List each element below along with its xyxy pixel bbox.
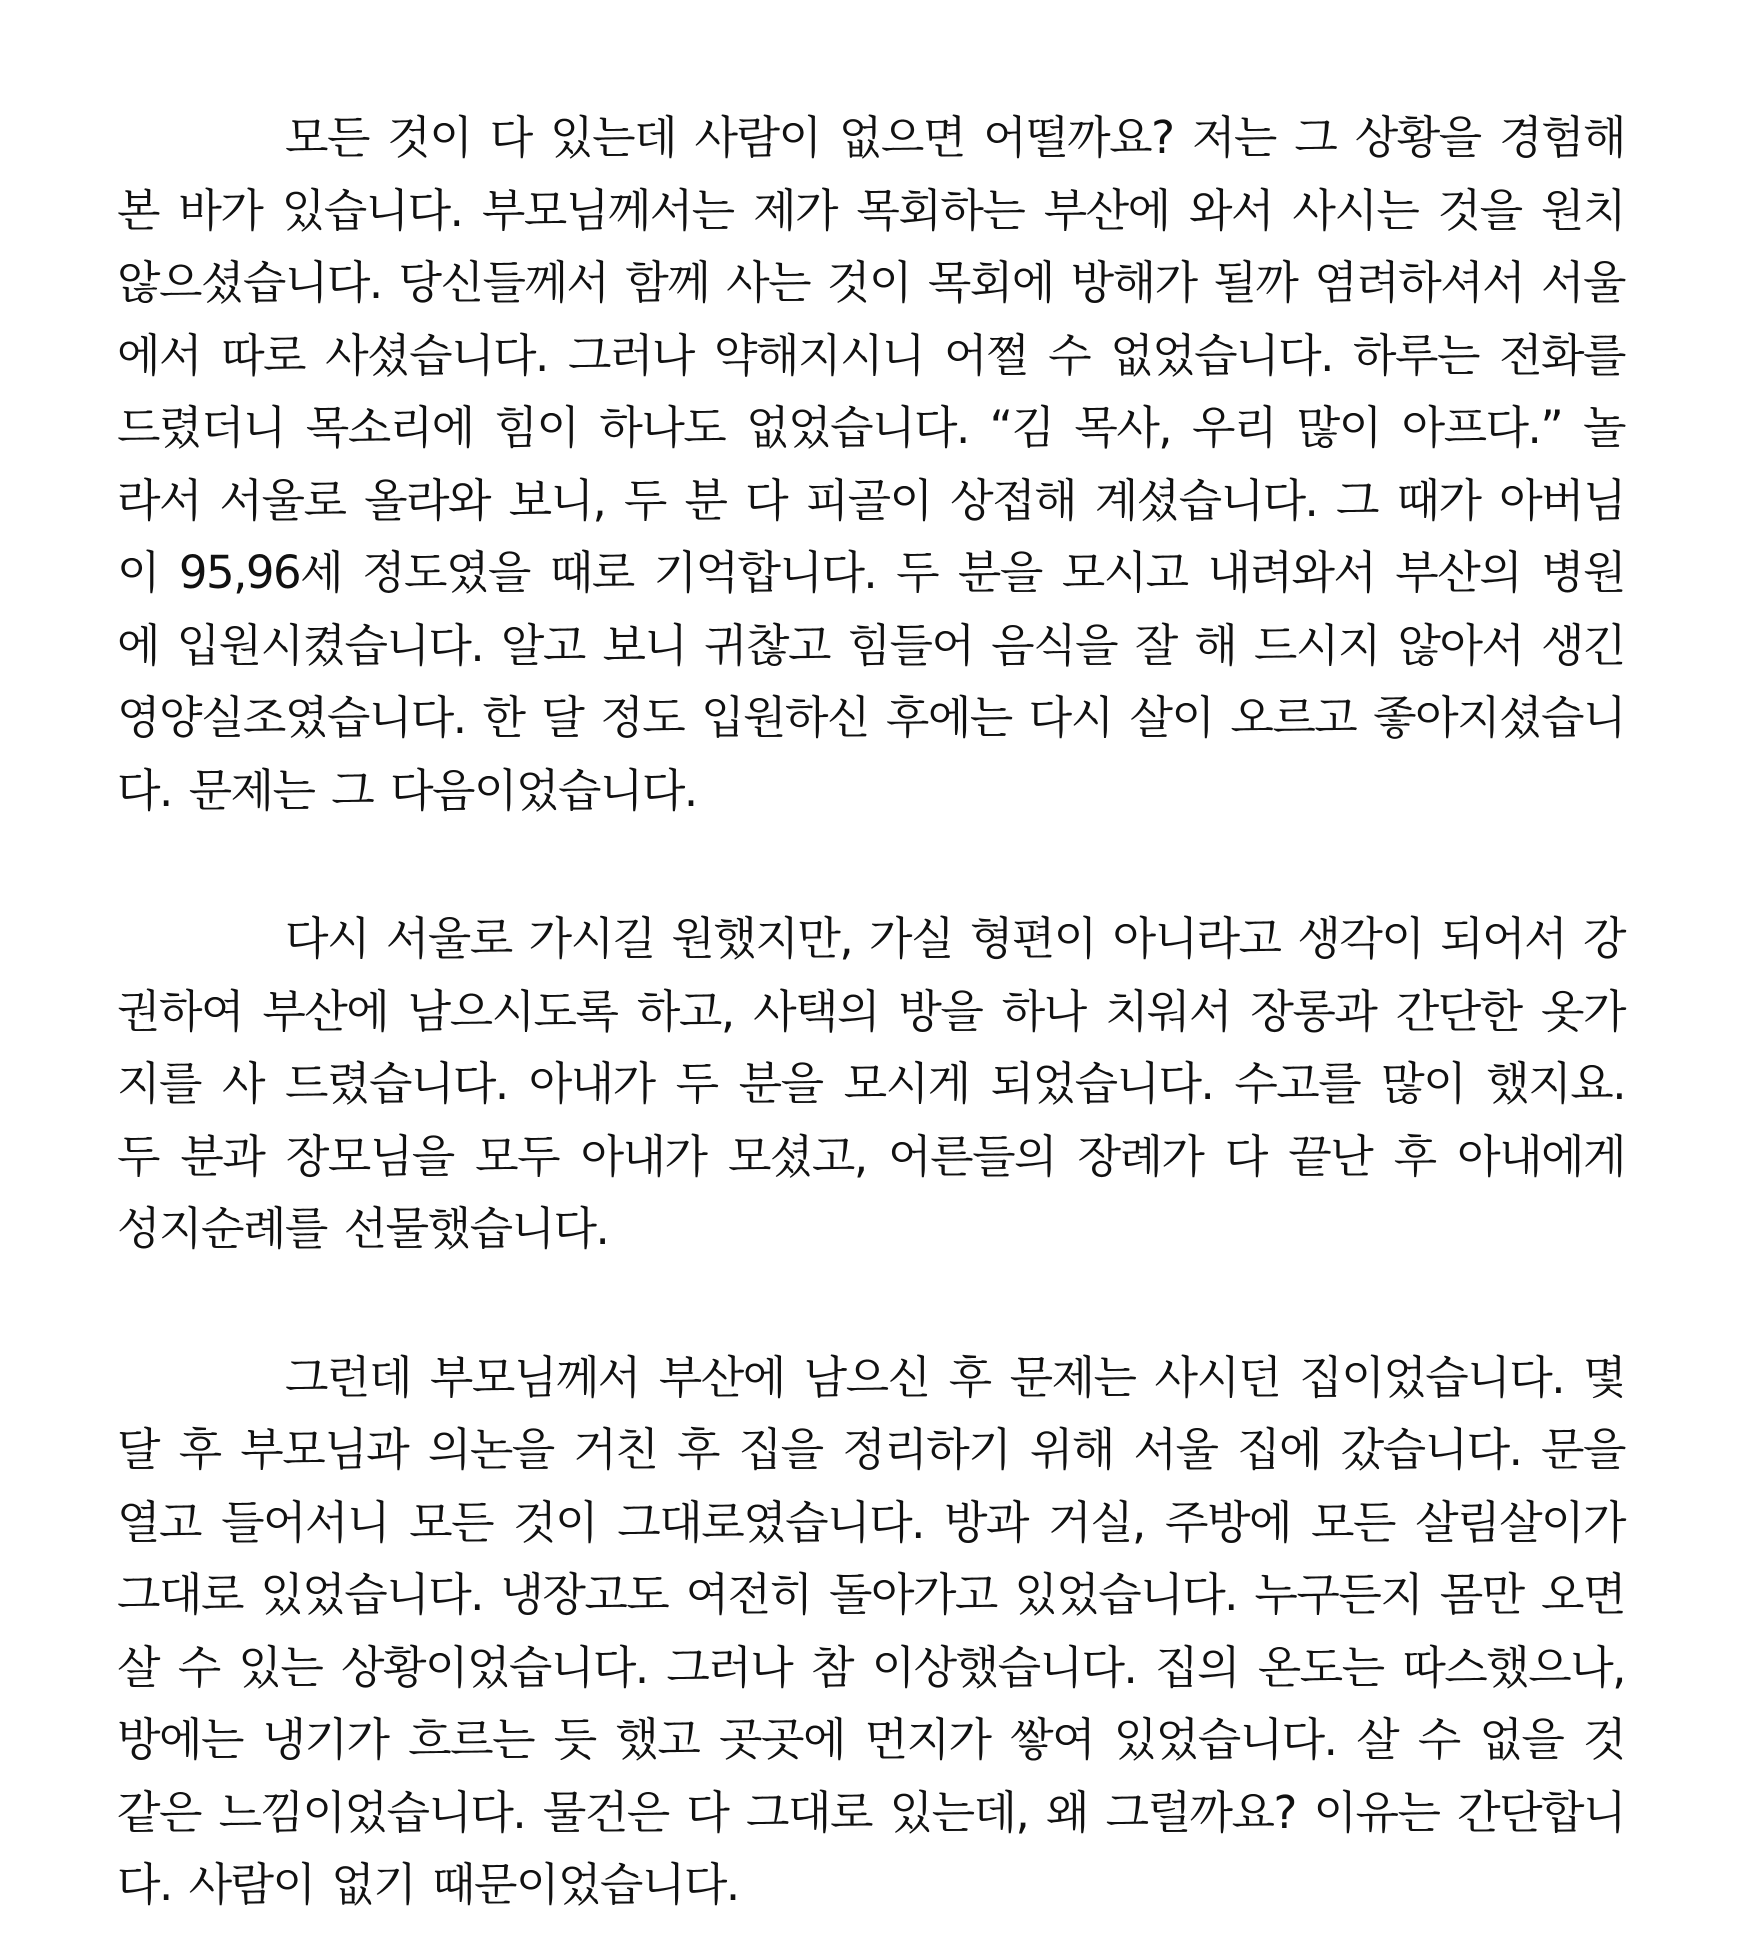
paragraph-1: 모든 것이 다 있는데 사람이 없으면 어떨까요? 저는 그 상황을 경험해본 바가 있습니다. 부모님께서는 제가 목회하는 부산에 와서 사시는 것을 원치 않으셨습니다. 당신들께서 함께 사는 것이 목회에 방해가 될까 염려하셔서 서울에서 따로 사셨습니다. 그러나 약해지시니 어쩔 수 없었습니다. 하루는 전화를 드렸더니 목소리에 힘이 하나도 없었습니다. “김 목사, 우리 많이 아프다.” 놀라서 서울로 올라와 보니, 두 분 다 피골이 상접해 계셨습니다. 그 때가 아버님이 95,96세 정도였을 때로 기억합니다. 두 분을 모시고 내려와서 부산의 병원에 입원시켰습니다. 알고 보니 귀찮고 힘들어 음식을 잘 해 드시지 않아서 생긴 영양실조였습니다. 한 달 정도 입원하신 후에는 다시 살이 오르고 좋아지셨습니다. 문제는 그 다음이었습니다. — [117, 111, 1625, 817]
document-body — [117, 102, 1625, 1922]
paragraph-2: 다시 서울로 가시길 원했지만, 가실 형편이 아니라고 생각이 되어서 강권하여 부산에 남으시도록 하고, 사택의 방을 하나 치워서 장롱과 간단한 옷가지를 사 드렸습니다. 아내가 두 분을 모시게 되었습니다. 수고를 많이 했지요. 두 분과 장모님을 모두 아내가 모셨고, 어른들의 장례가 다 끝난 후 아내에게 성지순례를 선물했습니다. — [117, 912, 1625, 1255]
paragraph-3: 그런데 부모님께서 부산에 남으신 후 문제는 사시던 집이었습니다. 몇 달 후 부모님과 의논을 거친 후 집을 정리하기 위해 서울 집에 갔습니다. 문을 열고 들어서니 모든 것이 그대로였습니다. 방과 거실, 주방에 모든 살림살이가 그대로 있었습니다. 냉장고도 여전히 돌아가고 있었습니다. 누구든지 몸만 오면 살 수 있는 상황이었습니다. 그러나 참 이상했습니다. 집의 온도는 따스했으나, 방에는 냉기가 흐르는 듯 했고 곳곳에 먼지가 쌓여 있었습니다. 살 수 없을 것 같은 느낌이었습니다. 물건은 다 그대로 있는데, 왜 그럴까요? 이유는 간단합니다. 사람이 없기 때문이었습니다. — [117, 1350, 1625, 1911]
